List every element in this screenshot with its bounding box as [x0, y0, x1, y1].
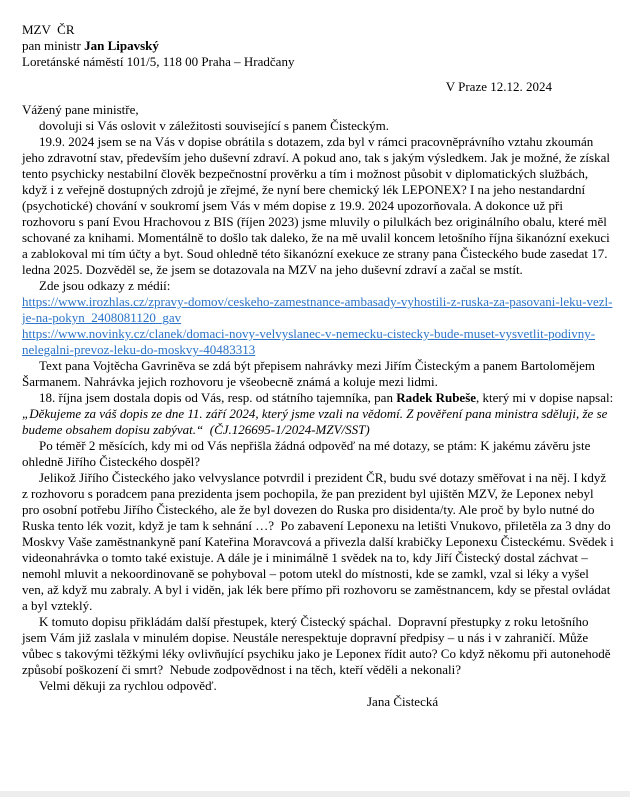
- recipient-org: MZV ČR: [22, 22, 75, 37]
- recipient-minister-name: Jan Lipavský: [84, 38, 159, 53]
- rubes-suffix: , který mi v dopise napsal:: [476, 390, 614, 405]
- paragraph-gavrinev-recording: Text pana Vojtěcha Gavriněva se zdá být přepisem nahrávky mezi Jiřím Čisteckým a panem Bartolomějem Šarmanem. Nahrávka jejich rozhovoru je všeobecně známá a koluje mezi lidmi.: [22, 358, 599, 389]
- paragraph-intro: dovoluji si Vás oslovit v záležitosti související s panem Čisteckým.: [39, 118, 390, 133]
- paragraph-main-complaint: 19.9. 2024 jsem se na Vás v dopise obrátila s dotazem, zda byl v rámci pracovněprávního vztahu zkoumán jeho zdravotní stav, především jeho duševní zdraví. A pokud ano, tak s jakým výsledkem. Jak je možné, že získal tento psychicky nestabilní člověk bezpečnostní prověrku a tím i možnost působit v diplomatických službách, když i z veřejně dostupných zdrojů je zřejmé, že nyní bere chemický lék LEPONEX? I na jeho nestandardní (psychotické) chování v soukromí jsem Vás v mém dopise z 19.9. 2024 upozorňovala. A dokonce už při rozhovoru s paní Evou Hrachovou z BIS (říjen 2023) jsme mluvily o pilulkách bez originálního obalu, které měl schované za knihami. Momentálně to došlo tak daleko, že na mě uvalil koncem letošního října šikanózní exekuci a zablokoval mi tím účty a byt. Soud ohledně této šikanózní exekuce ze strany pana Čisteckého bude zasedat 17. ledna 2025. Dozvěděl se, že jsem se dotazovala na MZV na jeho duševní zdraví a začal se mstít.: [22, 134, 614, 277]
- signature: Jana Čistecká: [367, 694, 439, 709]
- date-line: V Praze 12.12. 2024: [445, 79, 552, 94]
- recipient-minister-prefix: pan ministr: [22, 38, 85, 53]
- closing-thanks: Velmi děkuji za rychlou odpověď.: [39, 678, 217, 693]
- rubes-prefix: 18. října jsem dostala dopis od Vás, resp. od státního tajemníka, pan: [39, 390, 397, 405]
- salutation: Vážený pane ministře,: [22, 102, 139, 117]
- paragraph-traffic-offenses: K tomuto dopisu přikládám další přestupek, který Čistecký spáchal. Dopravní přestupky z roku letošního jsem Vám již zaslala v minulém dopise. Neustále nerespektuje dopravní předpisy – u nás i v zahraničí. Může vůbec s takovými těžkými léky ovlivňující psychiku jako je Leponex řídit auto? Co když někomu při autonehodě způsobí poškození či smrt? Nebude zodpovědnost i na těch, kteří věděli a nekonali?: [22, 614, 614, 677]
- paragraph-rubes-letter: [22, 390, 614, 406]
- rubes-name: Radek Rubeše: [396, 390, 477, 405]
- recipient-address: Loretánské náměstí 101/5, 118 00 Praha – Hradčany: [22, 54, 295, 69]
- paragraph-question: Po téměř 2 měsících, kdy mi od Vás nepřišla žádná odpověď na mé dotazy, se ptám: K jakému závěru jste ohledně Jiřího Čisteckého dospěl?: [22, 438, 594, 469]
- media-links-intro: Zde jsou odkazy z médií:: [39, 278, 171, 293]
- link-novinky[interactable]: https://www.novinky.cz/clanek/domaci-novy-velvyslanec-v-nemecku-cistecky-bude-muset-vysvetlit-podivny-nelegalni-prevoz-leku-do-moskvy-40483313: [22, 326, 596, 357]
- link-line-novinky: [22, 326, 614, 358]
- recipient-minister: [22, 38, 614, 54]
- link-line-irozhlas: [22, 294, 614, 326]
- recipient-block: [22, 22, 614, 70]
- link-irozhlas[interactable]: https://www.irozhlas.cz/zpravy-domov/ceskeho-zamestnance-ambasady-vyhostili-z-ruska-za-pasovani-leku-vezl-je-na-pokyn_2408081120_gav: [22, 294, 613, 325]
- quote-paragraph: „Děkujeme za váš dopis ze dne 11. září 2024, který jsme vzali na vědomí. Z pověření pana ministra sděluji, že se budeme obsahem dopisu zabývat.“ (ČJ.126695-1/2024-MZV/SST): [22, 406, 611, 437]
- paragraph-president-leponex: Jelikož Jiřího Čisteckého jako velvyslance potvrdil i prezident ČR, budu své dotazy směřovat i na něj. I když z rozhovoru s poradcem pana prezidenta jsem pochopila, že pan prezident byl ujištěn MZV, že Leponex nebyl pro osobní potřebu Jiřího Čisteckého, ale že byl dovezen do Ruska pro disidenta/ty. Ale proč by bylo nutné do Ruska tento lék vozit, když je tam k sehnání …? Po zabavení Leponexu na letišti Vnukovo, přiletěla za 3 dny do Moskvy Vaše zaměstnankyně paní Kateřina Moravcová a přivezla další krabičky Leponexu Čisteckému. Svědek i videonahrávka o tomto také existuje. A dále je i minimálně 1 svědek na to, kdy Jiří Čistecký dostal záchvat – nemohl mluvit a nekoordinovaně se pohyboval – potom utekl do místnosti, kde se zamkl, vzal si léky a vyšel ven, až když mu zabraly. A byl i viděn, jak lék bere přímo při rozhovoru se zaměstnancem, kdy se přestal ovládat a byl vzteklý.: [22, 470, 618, 613]
- bottom-edge-strip: [0, 791, 630, 797]
